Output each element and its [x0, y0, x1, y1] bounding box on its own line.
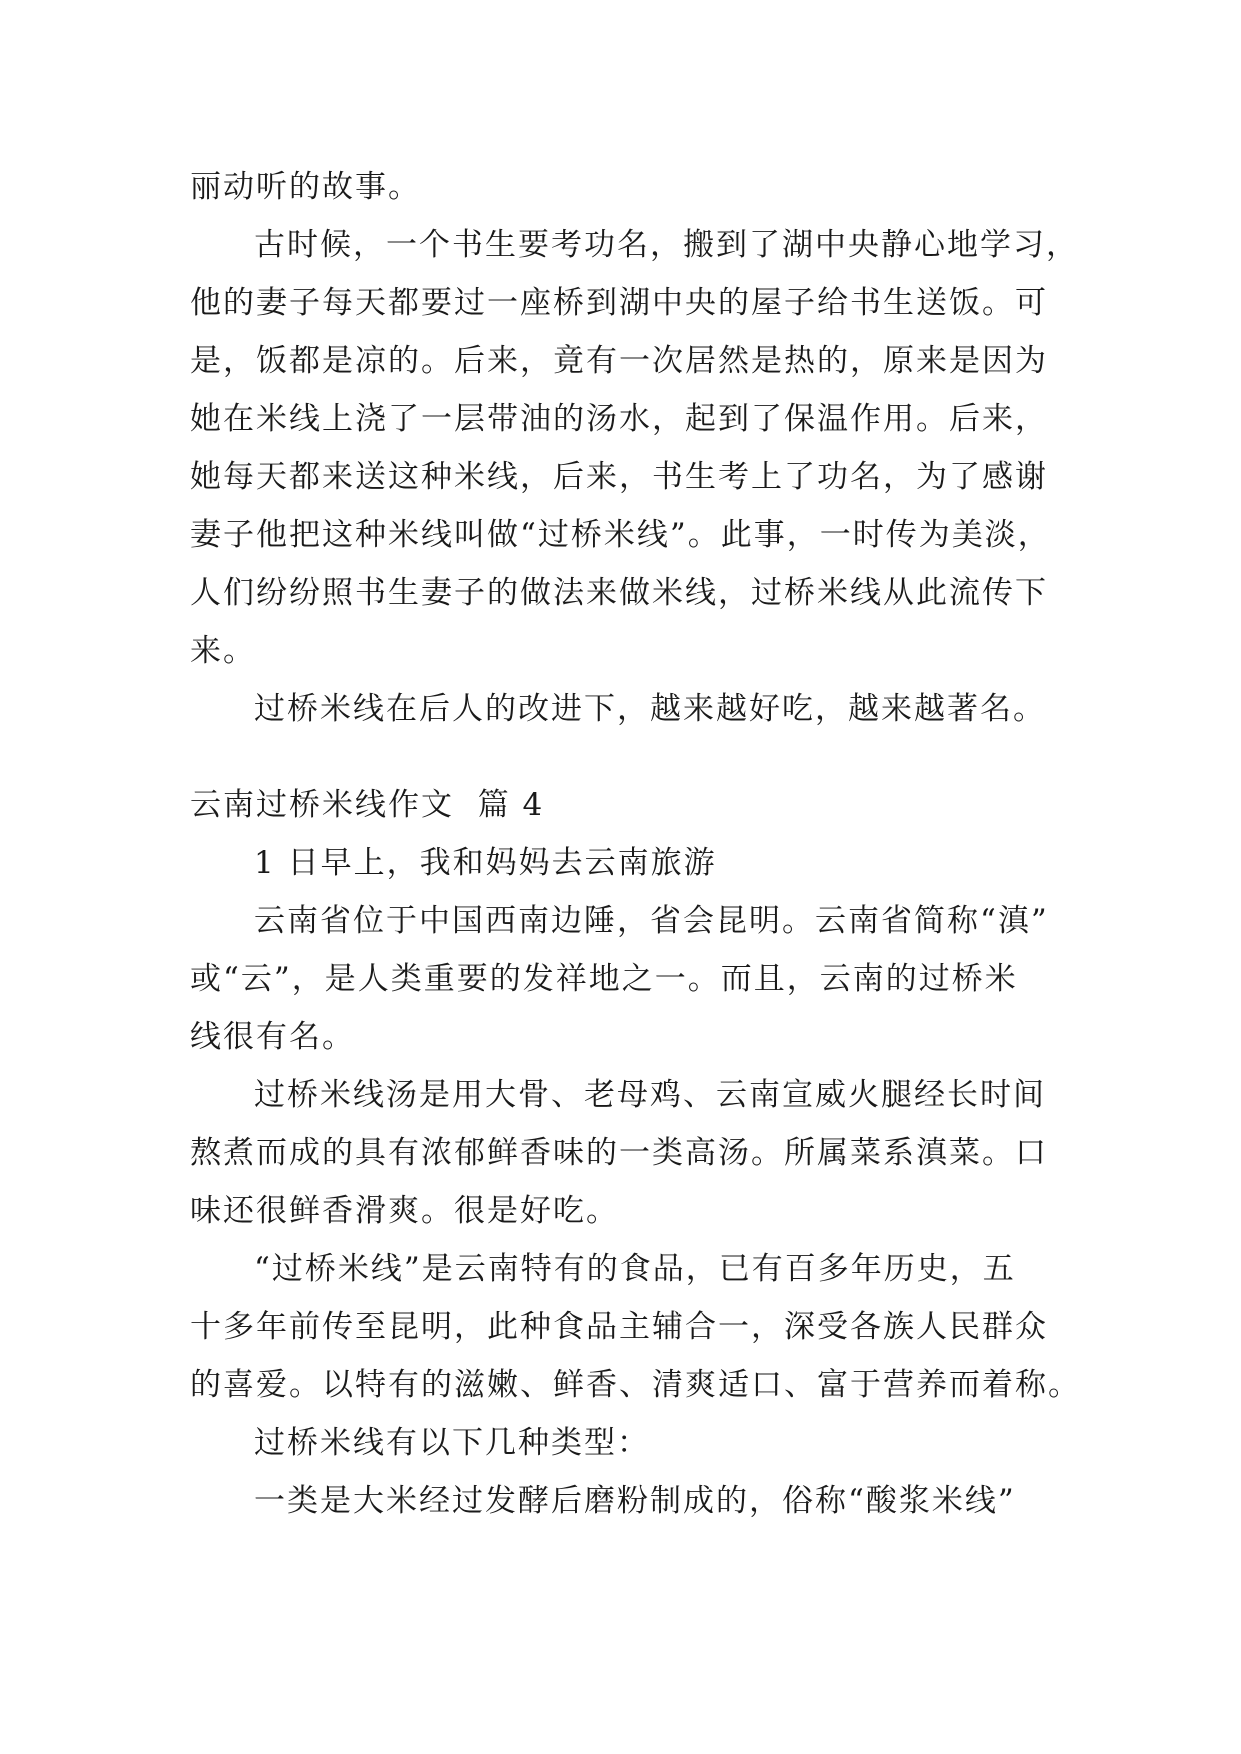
text-line: 过桥米线有以下几种类型： — [254, 1425, 650, 1461]
text-line: 人们纷纷照书生妻子的做法来做米线，过桥米线从此流传下 — [190, 575, 1048, 611]
text-line: 或“云”，是人类重要的发祥地之一。而且，云南的过桥米 — [190, 961, 1018, 997]
text-line: 妻子他把这种米线叫做“过桥米线”。此事，一时传为美淡， — [190, 517, 1051, 553]
paragraph — [190, 892, 1070, 1066]
text-line: 过桥米线汤是用大骨、老母鸡、云南宣威火腿经长时间 — [254, 1077, 1046, 1113]
text-line: 味还很鲜香滑爽。很是好吃。 — [190, 1193, 619, 1229]
paragraph — [190, 1240, 1081, 1414]
text-line: 古时候，一个书生要考功名，搬到了湖中央静心地学习， — [254, 227, 1079, 263]
paragraph — [190, 680, 1070, 738]
text-line: 线很有名。 — [190, 1019, 355, 1055]
text-line: 过桥米线在后人的改进下，越来越好吃，越来越著名。 — [254, 691, 1046, 727]
text-line: 1 日早上，我和妈妈去云南旅游 — [254, 845, 717, 881]
text-line: 他的妻子每天都要过一座桥到湖中央的屋子给书生送饭。可 — [190, 285, 1048, 321]
paragraph — [190, 1066, 1070, 1240]
section-heading — [190, 776, 1070, 834]
text-line: “过桥米线”是云南特有的食品，已有百多年历史，五 — [254, 1251, 1016, 1287]
paragraph — [190, 1472, 1070, 1530]
paragraph — [190, 1414, 1070, 1472]
text-line: 十多年前传至昆明，此种食品主辅合一，深受各族人民群众 — [190, 1309, 1048, 1345]
text-line: 丽动听的故事。 — [190, 169, 421, 205]
paragraph — [190, 158, 1070, 216]
text-line: 来。 — [190, 633, 256, 669]
text-line: 一类是大米经过发酵后磨粉制成的，俗称“酸浆米线” — [254, 1483, 1016, 1519]
document-body — [190, 158, 1081, 1530]
paragraph — [190, 834, 1070, 892]
text-line: 熬煮而成的具有浓郁鲜香味的一类高汤。所属菜系滇菜。口 — [190, 1135, 1048, 1171]
text-line: 云南省位于中国西南边陲，省会昆明。云南省简称“滇” — [254, 903, 1049, 939]
text-line: 的喜爱。以特有的滋嫩、鲜香、清爽适口、富于营养而着称。 — [190, 1367, 1081, 1403]
text-line: 是，饭都是凉的。后来，竟有一次居然是热的，原来是因为 — [190, 343, 1048, 379]
heading-text: 云南过桥米线作文 篇 4 — [190, 787, 545, 823]
text-line: 她在米线上浇了一层带油的汤水，起到了保温作用。后来， — [190, 401, 1048, 437]
text-line: 她每天都来送这种米线，后来，书生考上了功名，为了感谢 — [190, 459, 1048, 495]
paragraph — [190, 216, 1079, 680]
